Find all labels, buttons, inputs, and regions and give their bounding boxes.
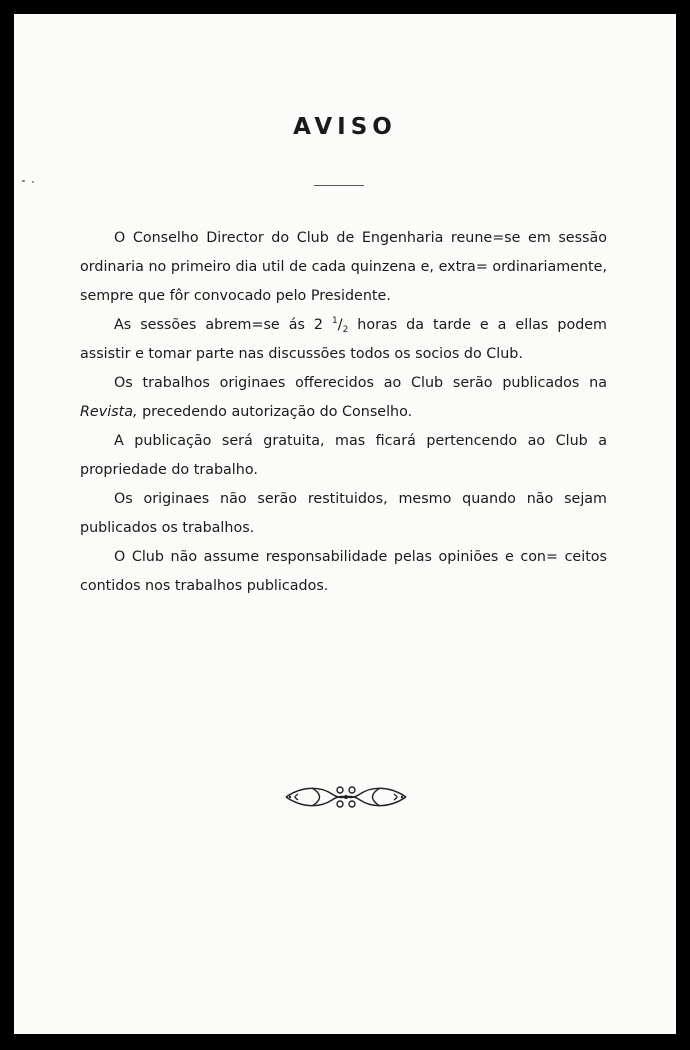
paragraph-free-publication [80,427,607,485]
print-speck [32,181,34,183]
paragraph-text: O Conselho Director do Club de Engenharia reune=se em sessão ordinaria no primeiro dia util de cada quinzena e, extra= ordinariamente, sempre que fôr convocado pelo Presidente. [80,230,607,304]
document-page [14,14,676,1034]
paragraph-text: O Club não assume responsabilidade pelas opiniões e con= ceitos contidos nos trabalhos publicados. [80,549,607,594]
paragraph-text: Os originaes não serão restituidos, mesmo quando não sejam publicados os trabalhos. [80,491,607,536]
print-speck [22,180,25,182]
paragraph-meetings [80,224,607,311]
paragraph-text: precedendo autorização do Conselho. [137,404,413,420]
fraction-numerator: 1 [332,316,338,326]
notice-body [80,224,607,601]
paragraph-sessions: As sessões abrem=se ás 2 $^1/_2$ horas da tarde e a ellas podem assistir e tomar parte nas discussões todos os socios do Club. [80,316,607,362]
title-divider [314,185,364,186]
journal-name: Revista, [80,404,138,420]
paragraph-originals [80,485,607,543]
paragraph-text: As sessões abrem=se ás 2 [114,317,332,333]
paragraph-responsibility [80,543,607,601]
paragraph-text: horas da tarde e a ellas podem assistir e tomar parte nas discussões todos os socios do Club. [80,317,607,362]
scroll-vine-ornament-icon [282,782,410,812]
fraction-denominator: 2 [342,325,349,335]
page-title: AVISO [293,114,397,140]
paragraph-text: A publicação será gratuita, mas ficará pertencendo ao Club a propriedade do trabalho. [80,433,607,478]
paragraph-publication [80,369,607,427]
paragraph-text: Os trabalhos originaes offerecidos ao Club serão publicados na [114,375,607,391]
